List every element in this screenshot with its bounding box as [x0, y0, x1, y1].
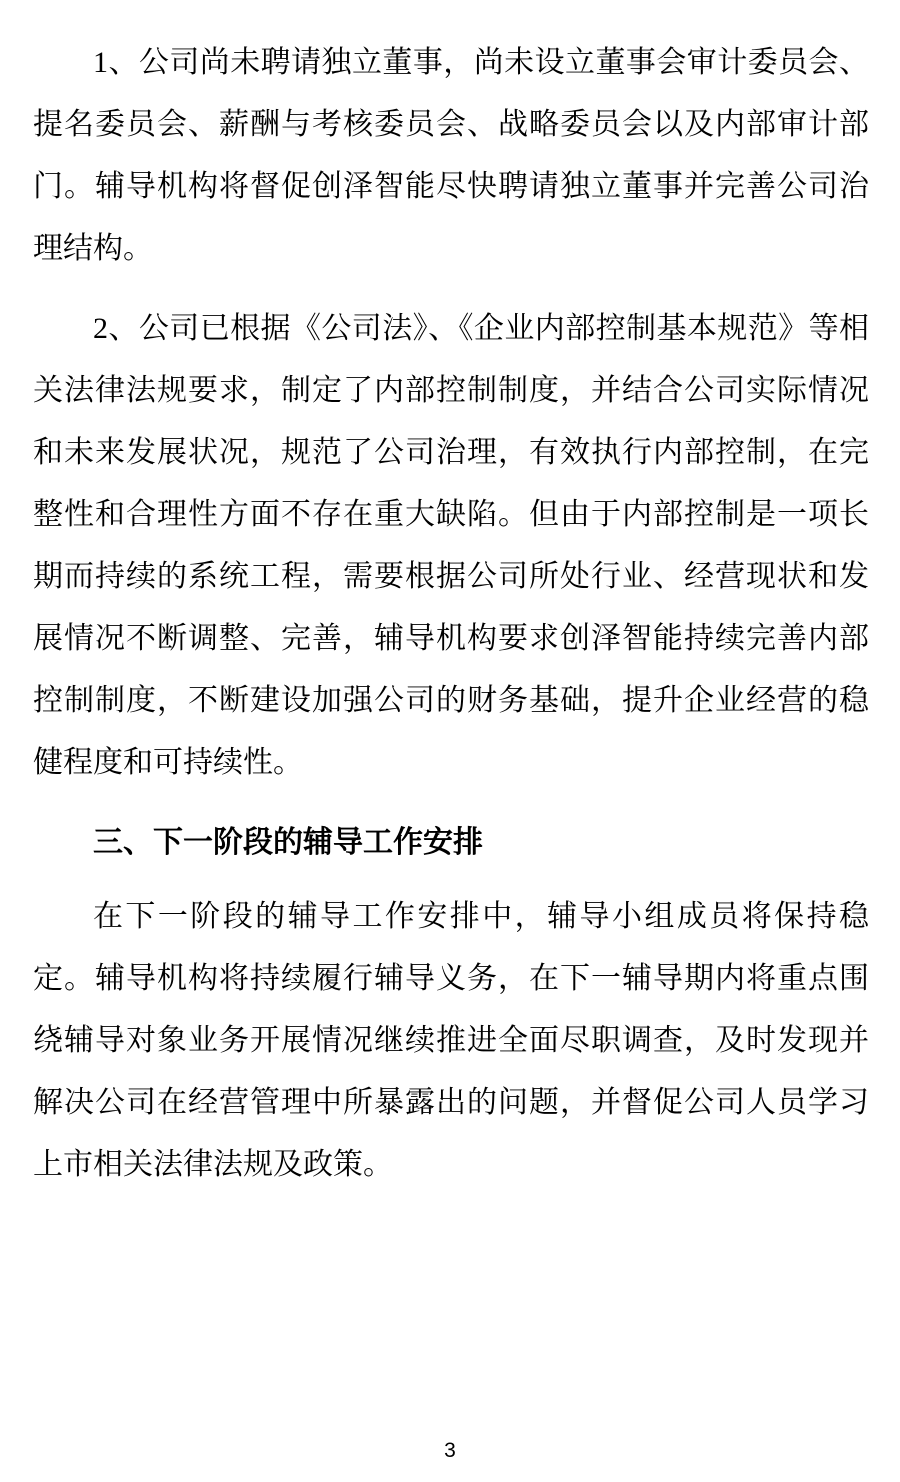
- page-footer: [0, 1436, 900, 1466]
- document-content: [33, 32, 869, 1214]
- paragraph-next-stage-plan: 在下一阶段的辅导工作安排中，辅导小组成员将保持稳定。辅导机构将持续履行辅导义务，在下一辅导期内将重点围绕辅导对象业务开展情况继续推进全面尽职调查，及时发现并解决公司在经营管理中所暴露出的问题，并督促公司人员学习上市相关法律法规及政策。: [33, 900, 869, 1181]
- section-heading-next-stage: 三、下一阶段的辅导工作安排: [93, 826, 483, 859]
- paragraph-corporate-governance: 1、公司尚未聘请独立董事，尚未设立董事会审计委员会、提名委员会、薪酬与考核委员会、战略委员会以及内部审计部门。辅导机构将督促创泽智能尽快聘请独立董事并完善公司治理结构。: [33, 46, 869, 265]
- page-number: 3: [444, 1439, 456, 1462]
- paragraph-internal-control: 2、公司已根据《公司法》、《企业内部控制基本规范》等相关法律法规要求，制定了内部控制制度，并结合公司实际情况和未来发展状况，规范了公司治理，有效执行内部控制，在完整性和合理性方面不存在重大缺陷。但由于内部控制是一项长期而持续的系统工程，需要根据公司所处行业、经营现状和发展情况不断调整、完善，辅导机构要求创泽智能持续完善内部控制制度，不断建设加强公司的财务基础，提升企业经营的稳健程度和可持续性。: [33, 312, 869, 779]
